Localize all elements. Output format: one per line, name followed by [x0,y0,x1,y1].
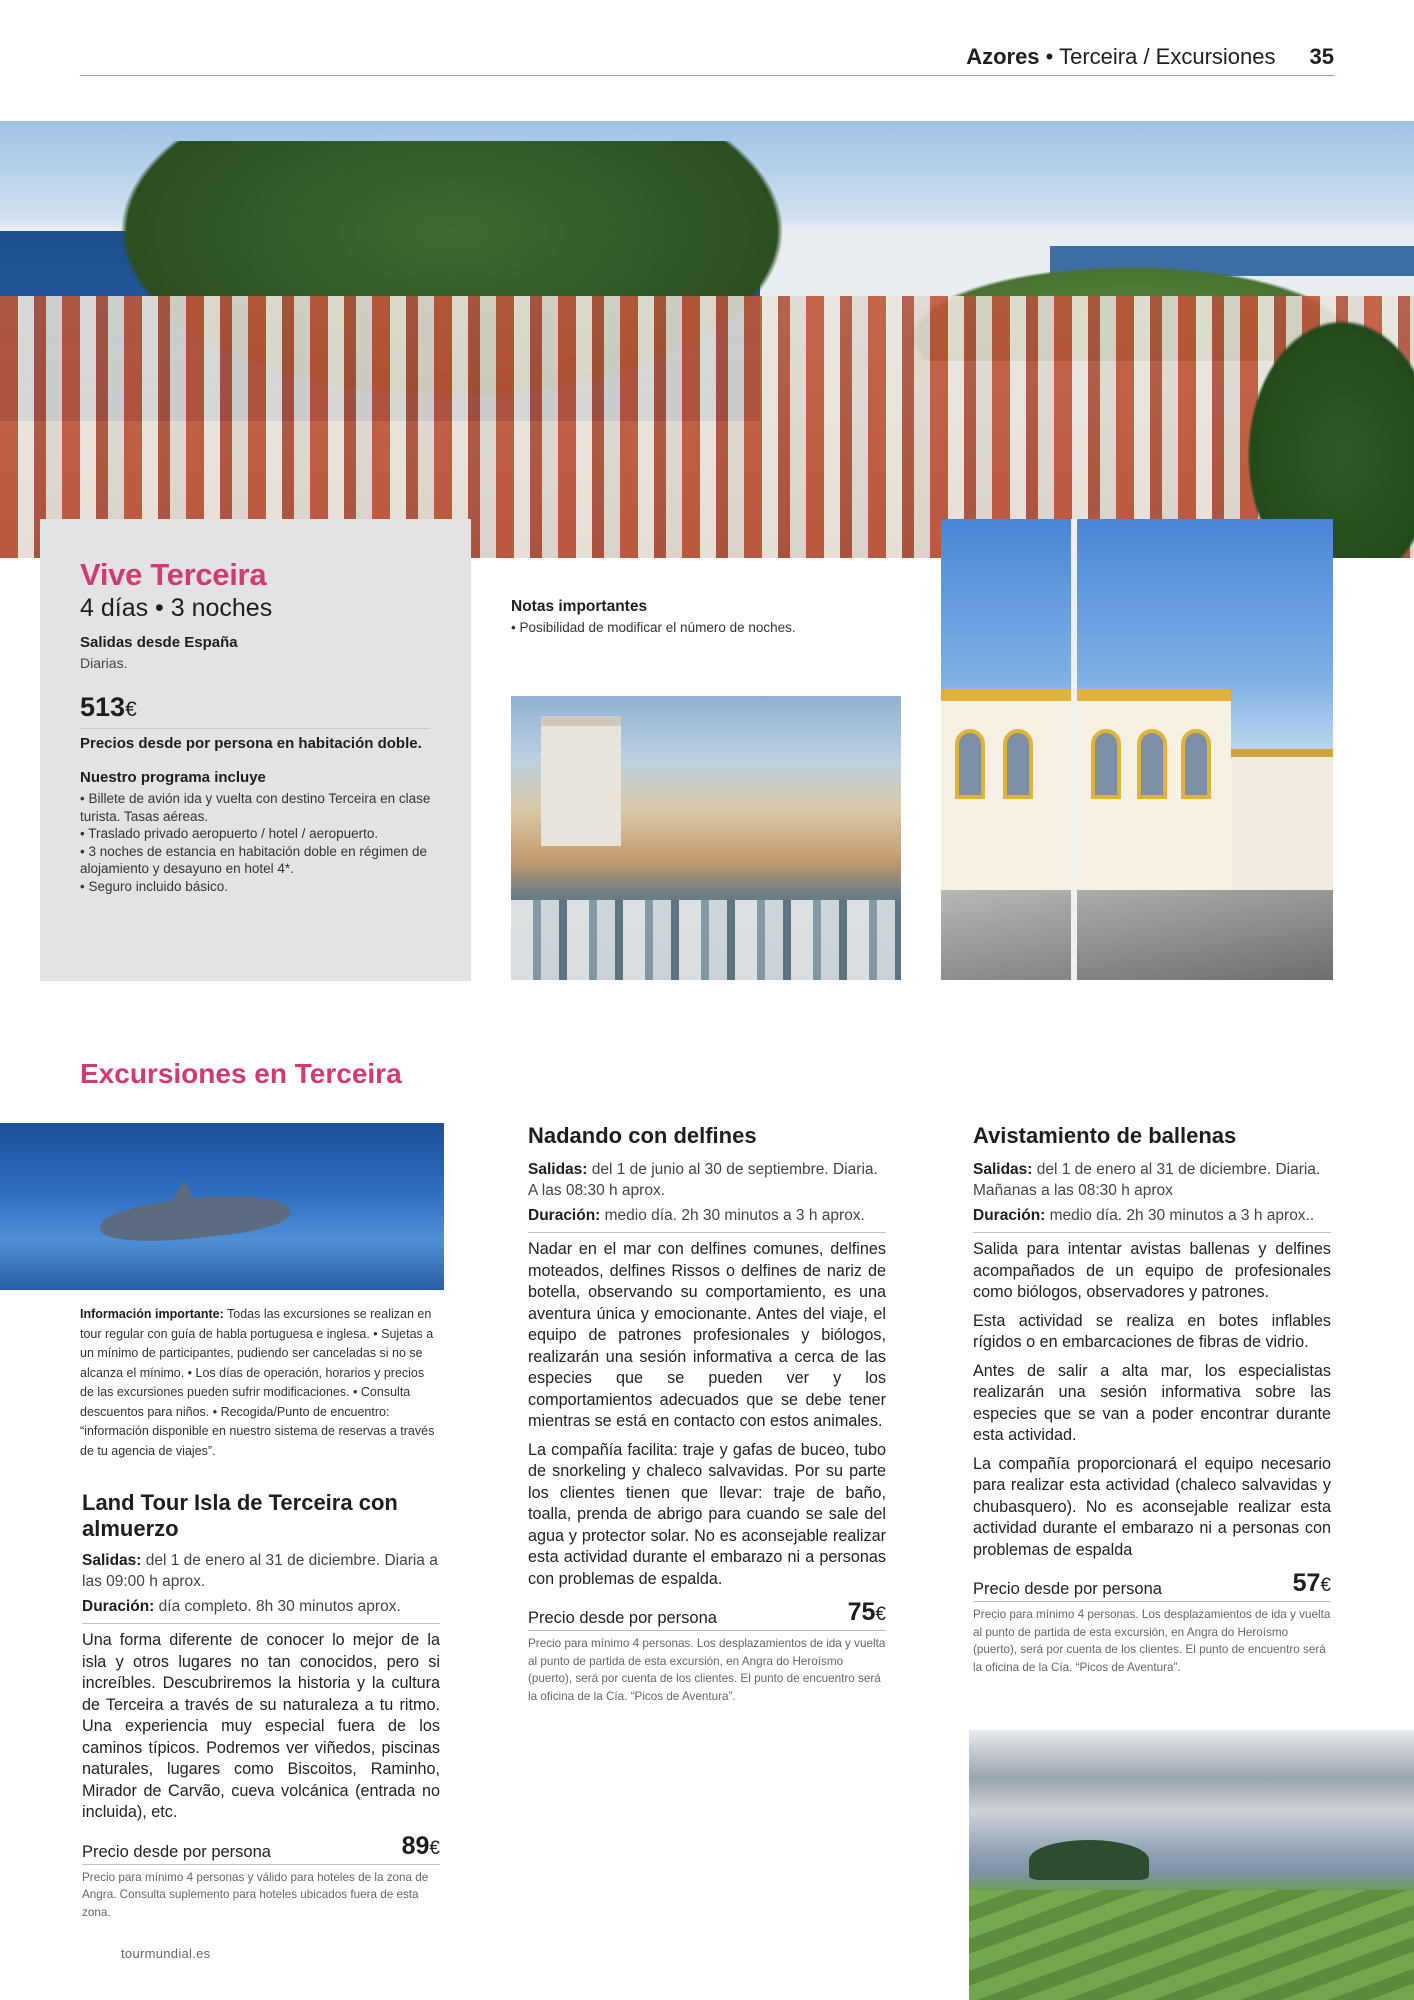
price-fine-print: Precio para mínimo 4 personas. Los desplazamientos de ida y vuelta al punto de partida de esta excursión, en Angra do Heroísmo (puerto), será por cuenta de los clientes. El punto de encuentro será la oficina de la Cía. “Picos de Aventura”. [528,1637,886,1703]
excursion-title: Nadando con delfines [528,1123,757,1148]
excursion-price-row [82,1832,440,1865]
excursion-departures [82,1550,440,1592]
excursion-description: La compañía facilita: traje y gafas de buceo, tubo de snorkeling y chaleco salvavidas. Por su parte los clientes tienen que llevar: traje de baño, toalla, prenda de abrigo para cuando se sale del agua y protector solar. No es aconsejable realizar esta actividad durante el embarazo ni a personas con problemas de espalda. [528,1440,886,1588]
departures-value: del 1 de enero al 31 de diciembre. Diaria a las 09:00 h aprox. [82,1552,438,1590]
excursion-description: La compañía proporcionará el equipo necesario para realizar esta actividad (chaleco salvavidas y chubasquero). No es aconsejable realizar esta actividad durante el embarazo ni a personas con problemas de espalda [973,1454,1331,1559]
header-region: Azores [966,44,1040,69]
includes-item: • 3 noches de estancia en habitación doble en régimen de alojamiento y desayuno en hotel 4*. [80,843,427,876]
package-price [80,691,430,729]
price-amount: 89 [401,1831,430,1860]
duration-label: Duración: [973,1207,1046,1224]
includes-label: Nuestro programa incluye [80,769,266,786]
excursion-duration [82,1596,440,1617]
important-info [80,1305,440,1461]
departures-value: del 1 de enero al 31 de diciembre. Diaria. Mañanas a las 08:30 h aprox [973,1161,1321,1199]
price-label: Precio desde por persona [973,1580,1162,1598]
includes-item: • Traslado privado aeropuerto / hotel / aeropuerto. [80,826,379,841]
page-number: 35 [1309,44,1334,69]
departures-value: Diarias. [80,655,128,671]
price-fine-print: Precio para mínimo 4 personas. Los desplazamientos de ida y vuelta al punto de partida de esta excursión, en Angra do Heroísmo (puerto), será por cuenta de los clientes. El punto de encuentro será la oficina de la Cía. “Picos de Aventura”. [973,1608,1331,1674]
duration-value: medio día. 2h 30 minutos a 3 h aprox.. [1045,1207,1315,1224]
hero-photo-angra-do-heroismo [0,121,1414,558]
departures-label: Salidas: [82,1552,142,1569]
price-label: Precio desde por persona [82,1842,271,1861]
package-card [40,519,471,981]
duration-value: medio día. 2h 30 minutos a 3 h aprox. [600,1207,865,1224]
header-separator: • [1045,44,1054,69]
price-label: Precio desde por persona [528,1609,717,1627]
price-currency: € [1320,1575,1331,1596]
price-fine-print: Precio para mínimo 4 personas y válido para hoteles de la zona de Angra. Consulta suplemento para hoteles ubicados fuera de esta zona. [82,1870,429,1919]
package-duration: 4 días • 3 noches [80,594,273,622]
excursion-description: Antes de salir a alta mar, los especialistas realizarán una sesión informativa sobre las especies que se van a poder encontrar durante esta actividad. [973,1361,1331,1444]
package-price-description: Precios desde por persona en habitación doble. [80,735,422,752]
excursion-price-row [528,1598,886,1631]
excursion-title: Land Tour Isla de Terceira con almuerzo [82,1490,398,1541]
excursion-duration [528,1205,886,1226]
includes-item: • Billete de avión ida y vuelta con destino Terceira en clase turista. Tasas aéreas. [80,791,431,824]
departures-label: Salidas: [973,1161,1033,1178]
package-title: Vive Terceira [80,557,267,592]
price-value [1293,1569,1331,1600]
package-price-currency: € [125,698,137,721]
excursion-departures [973,1159,1331,1201]
price-value [848,1598,886,1629]
price-amount: 75 [847,1598,876,1626]
duration-label: Duración: [528,1207,601,1224]
price-amount: 57 [1292,1569,1321,1597]
footer-website: tourmundial.es [121,1946,211,1961]
info-body: Todas las excursiones se realizan en tour regular con guía de habla portuguesa e inglesa. • Sujetas a un mínimo de participantes, pudiendo ser canceladas si no se alcanza el mínimo. • Los días de operación, horarios y precios de las excursiones pueden sufrir modificaciones. • Consulta descuentos para niños. • Recogida/Punto de encuentro: “información disponible en nuestro sistema de reservas a través de tu agencia de viajes”. [80,1307,435,1458]
includes-list [80,790,431,895]
price-currency: € [429,1837,440,1859]
excursion-departures [528,1159,886,1201]
includes-item: • Seguro incluido básico. [80,878,229,894]
important-notes [511,596,891,638]
notes-body: • Posibilidad de modificar el número de noches. [511,620,796,635]
duration-label: Duración: [82,1598,155,1615]
departures-value: del 1 de junio al 30 de septiembre. Diaria. A las 08:30 h aprox. [528,1161,878,1199]
price-value [402,1832,440,1863]
harbor-photo [511,696,901,980]
header-section: Terceira / Excursiones [1059,44,1276,69]
excursion-description: Una forma diferente de conocer lo mejor de la isla y otros lugares no tan conocidos, pero si increíbles. Descubriremos la historia y la cultura de Terceira a través de su naturaleza a tu ritmo. Una experiencia muy especial fuera de los caminos típicos. Podremos ver viñedos, piscinas naturales, lugares como Biscoitos, Raminho, Mirador de Carvão, cueva volcánica (entrada no incluida), etc. [82,1631,440,1821]
header-breadcrumb [966,44,1275,70]
info-label: Información importante: [80,1307,224,1321]
price-currency: € [875,1604,886,1625]
excursion-dolphins [528,1123,886,1705]
excursion-land-tour [82,1490,440,1921]
excursion-title: Avistamiento de ballenas [973,1123,1237,1148]
excursion-description: Nadar en el mar con delfines comunes, delfines moteados, delfines Rissos o delfines de nariz de botella, observando su comportamiento, es una aventura única y emocionante. Antes del viaje, el equipo de patrones profesionales y biólogos, realizarán una sesión informativa a cerca de las especies que se pueden ver y los comportamientos adecuados que se debe tener mientras se está en contacto con estos animales. [528,1240,886,1430]
excursion-description: Salida para intentar avistas ballenas y delfines acompañados de un equipo de profesionales como biólogos, observadores y patrones. [973,1240,1331,1301]
page-header [80,44,1334,76]
excursion-whales [973,1123,1331,1676]
package-price-value: 513 [80,692,126,722]
notes-title: Notas importantes [511,598,648,615]
excursion-description: Esta actividad se realiza en botes inflables rígidos o en embarcaciones de fibras de vidrio. [973,1311,1331,1351]
island-landscape-photo [969,1730,1414,2000]
departures-label: Salidas desde España [80,634,238,651]
duration-value: día completo. 8h 30 minutos aprox. [154,1598,401,1615]
departures-label: Salidas: [528,1161,588,1178]
excursion-duration [973,1205,1331,1226]
excursions-section-title: Excursiones en Terceira [80,1058,402,1089]
dolphin-photo [0,1123,444,1290]
excursion-price-row [973,1569,1331,1602]
building-photo [941,519,1333,980]
